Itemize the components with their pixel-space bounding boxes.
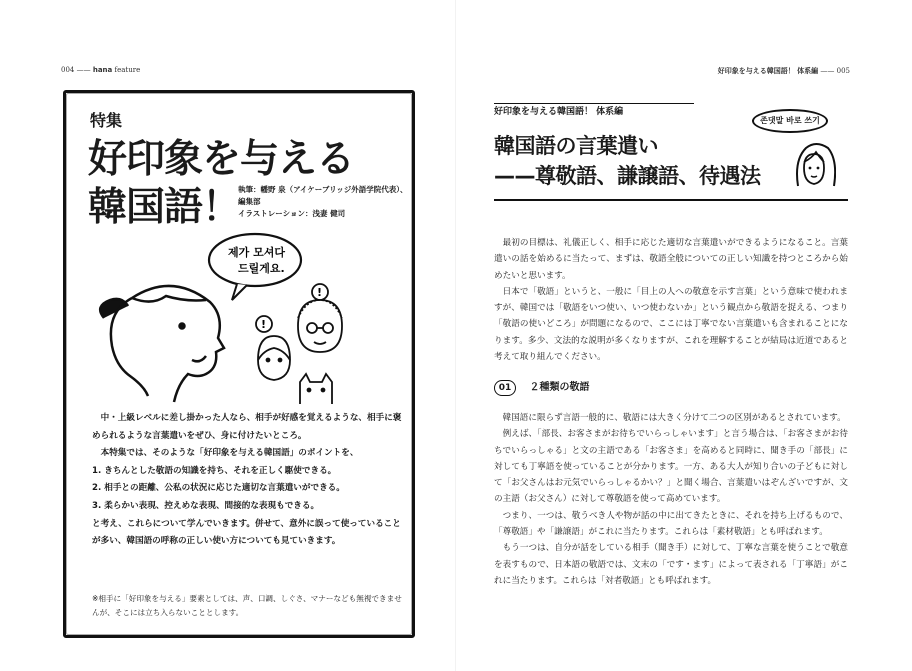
page-number: 004 [61,66,75,74]
header-dash: —— [820,67,835,75]
title-underline [494,199,848,201]
section-label: feature [114,66,141,74]
footnote: ※相手に「好印象を与える」要素としては、声、口調、しぐさ、マナーなども無視できませんが、そこには立ち入らないこととします。 [92,594,402,617]
running-title: 好印象を与える韓国語！ 体系編 [717,67,819,75]
intro-paragraph: と考え、これらについて学んでいきます。併せて、意外に誤って使っていることが多い、韓国語の呼称の正しい使い方についても見ていきます。 [92,518,401,547]
cat-illustration [300,374,332,404]
spread-gutter [455,0,456,671]
points-list [92,463,404,516]
page-number: 005 [836,67,850,75]
headline-line1: 好印象を与える [88,137,355,182]
headline-line2: 韓国語！ [88,185,241,230]
girl-face-illustration [792,138,836,194]
section-title: ２種類の敬語 [529,382,590,393]
section-body [494,410,848,589]
woman-illustration [100,286,224,402]
small-woman-illustration [258,336,290,380]
section-heading [494,378,589,396]
body-paragraph: 韓国語に限らず言語一般的に、敬語には大きく分けて二つの区別があるとされています。 [502,413,846,423]
article-intro [494,235,848,365]
credit-editor: 編集部 [238,197,261,206]
body-paragraph: 例えば、「部長、お客さまがお待ちでいらっしゃいます」と言う場合は、「お客さまがお待ちでいらっしゃる」と文の主語である「お客さま」を高めると同時に、聞き手の「部長」に対しても丁寧語を使っていることが分かります。一方、ある大人が知り合いの子どもに対して「お父さんはお元気でいらっしゃるかい？」と聞く場合、言葉遣いはぞんざいですが、文の主語（お父さん）に対して尊敬語を使って高めています。 [494,429,848,505]
brand-name: hana [92,66,113,74]
man-illustration [298,300,342,352]
article-title-line2: ——尊敬語、謙譲語、待遇法 [494,164,761,188]
intro-paragraph: 本特集では、そのような「好印象を与える韓国語」のポイントを、 [100,448,359,459]
point-item: 2. 相手との距離、公私の状況に応じた適切な言葉遣いができる。 [92,483,345,494]
series-tag: 好印象を与える韓国語！ 体系編 [494,107,624,117]
point-item: 3. 柔らかい表現、控えめな表現、間接的な表現もできる。 [92,500,320,511]
header-dash: —— [76,66,91,74]
illustration [92,226,412,408]
body-paragraph: つまり、一つは、敬うべき人や物が話の中に出てきたときに、それを持ち上げるもので、「尊敬語」や「謙譲語」がこれに当たります。これらは「素材敬語」とも呼ばれます。 [494,510,848,538]
body-paragraph: もう一つは、自分が話をしている相手（聞き手）に対して、丁寧な言葉を使うことで敬意を表すもので、日本語の敬語では、文末の「です・ます」によって表される「丁寧語」がこれに当たります。これらは「対者敬語」とも呼ばれます。 [494,543,848,586]
left-page-header [61,66,140,74]
article-title-line1: 韓国語の言葉遣い [494,134,658,158]
korean-tag-bubble: 존댓말 바로 쓰기 [752,109,828,133]
feature-label: 特集 [90,111,123,130]
point-item: 1. きちんとした敬語の知識を持ち、それを正しく駆使できる。 [92,465,337,476]
feature-intro [92,410,404,551]
body-paragraph: 日本で「敬語」というと、一般に「目上の人への敬意を示す言葉」という意味で使われますが、韓国では「敬語をいつ使い、いつ使わないか」という観点から敬語を捉える、つまり「敬語の使いどころ」が問題になるので、ここには丁寧でない言葉遣いも含まれることになります。多少、文法的な説明が多くなりますが、これを理解することが結局は近道であると考えて取り組んでください。 [494,286,848,363]
credit-illustrator: イラストレーション：浅妻 健司 [238,209,346,218]
body-paragraph: 最初の目標は、礼儀正しく、相手に応じた適切な言葉遣いができるようになること。言葉遣いの話を始めるに当たって、まずは、敬語全般についての正しい知識を持つところから始めたいと思います。 [494,238,848,281]
exclamation-mark: ! [261,318,267,331]
right-page-header [718,66,850,76]
section-number-badge: 01 [494,380,516,396]
exclamation-mark: ! [317,286,323,299]
speech-bubble-line2: 드릴게요. [238,262,285,275]
speech-bubble-line1: 제가 모셔다 [228,246,285,259]
intro-paragraph: 中・上級レベルに差し掛かった人なら、相手が好感を覚えるような、相手に褒められるような言葉遣いをぜひ、身に付けたいところ。 [92,413,402,441]
credit-author: 執筆：幡野 泉（アイケーブリッジ外語学院代表）、 [238,185,408,194]
